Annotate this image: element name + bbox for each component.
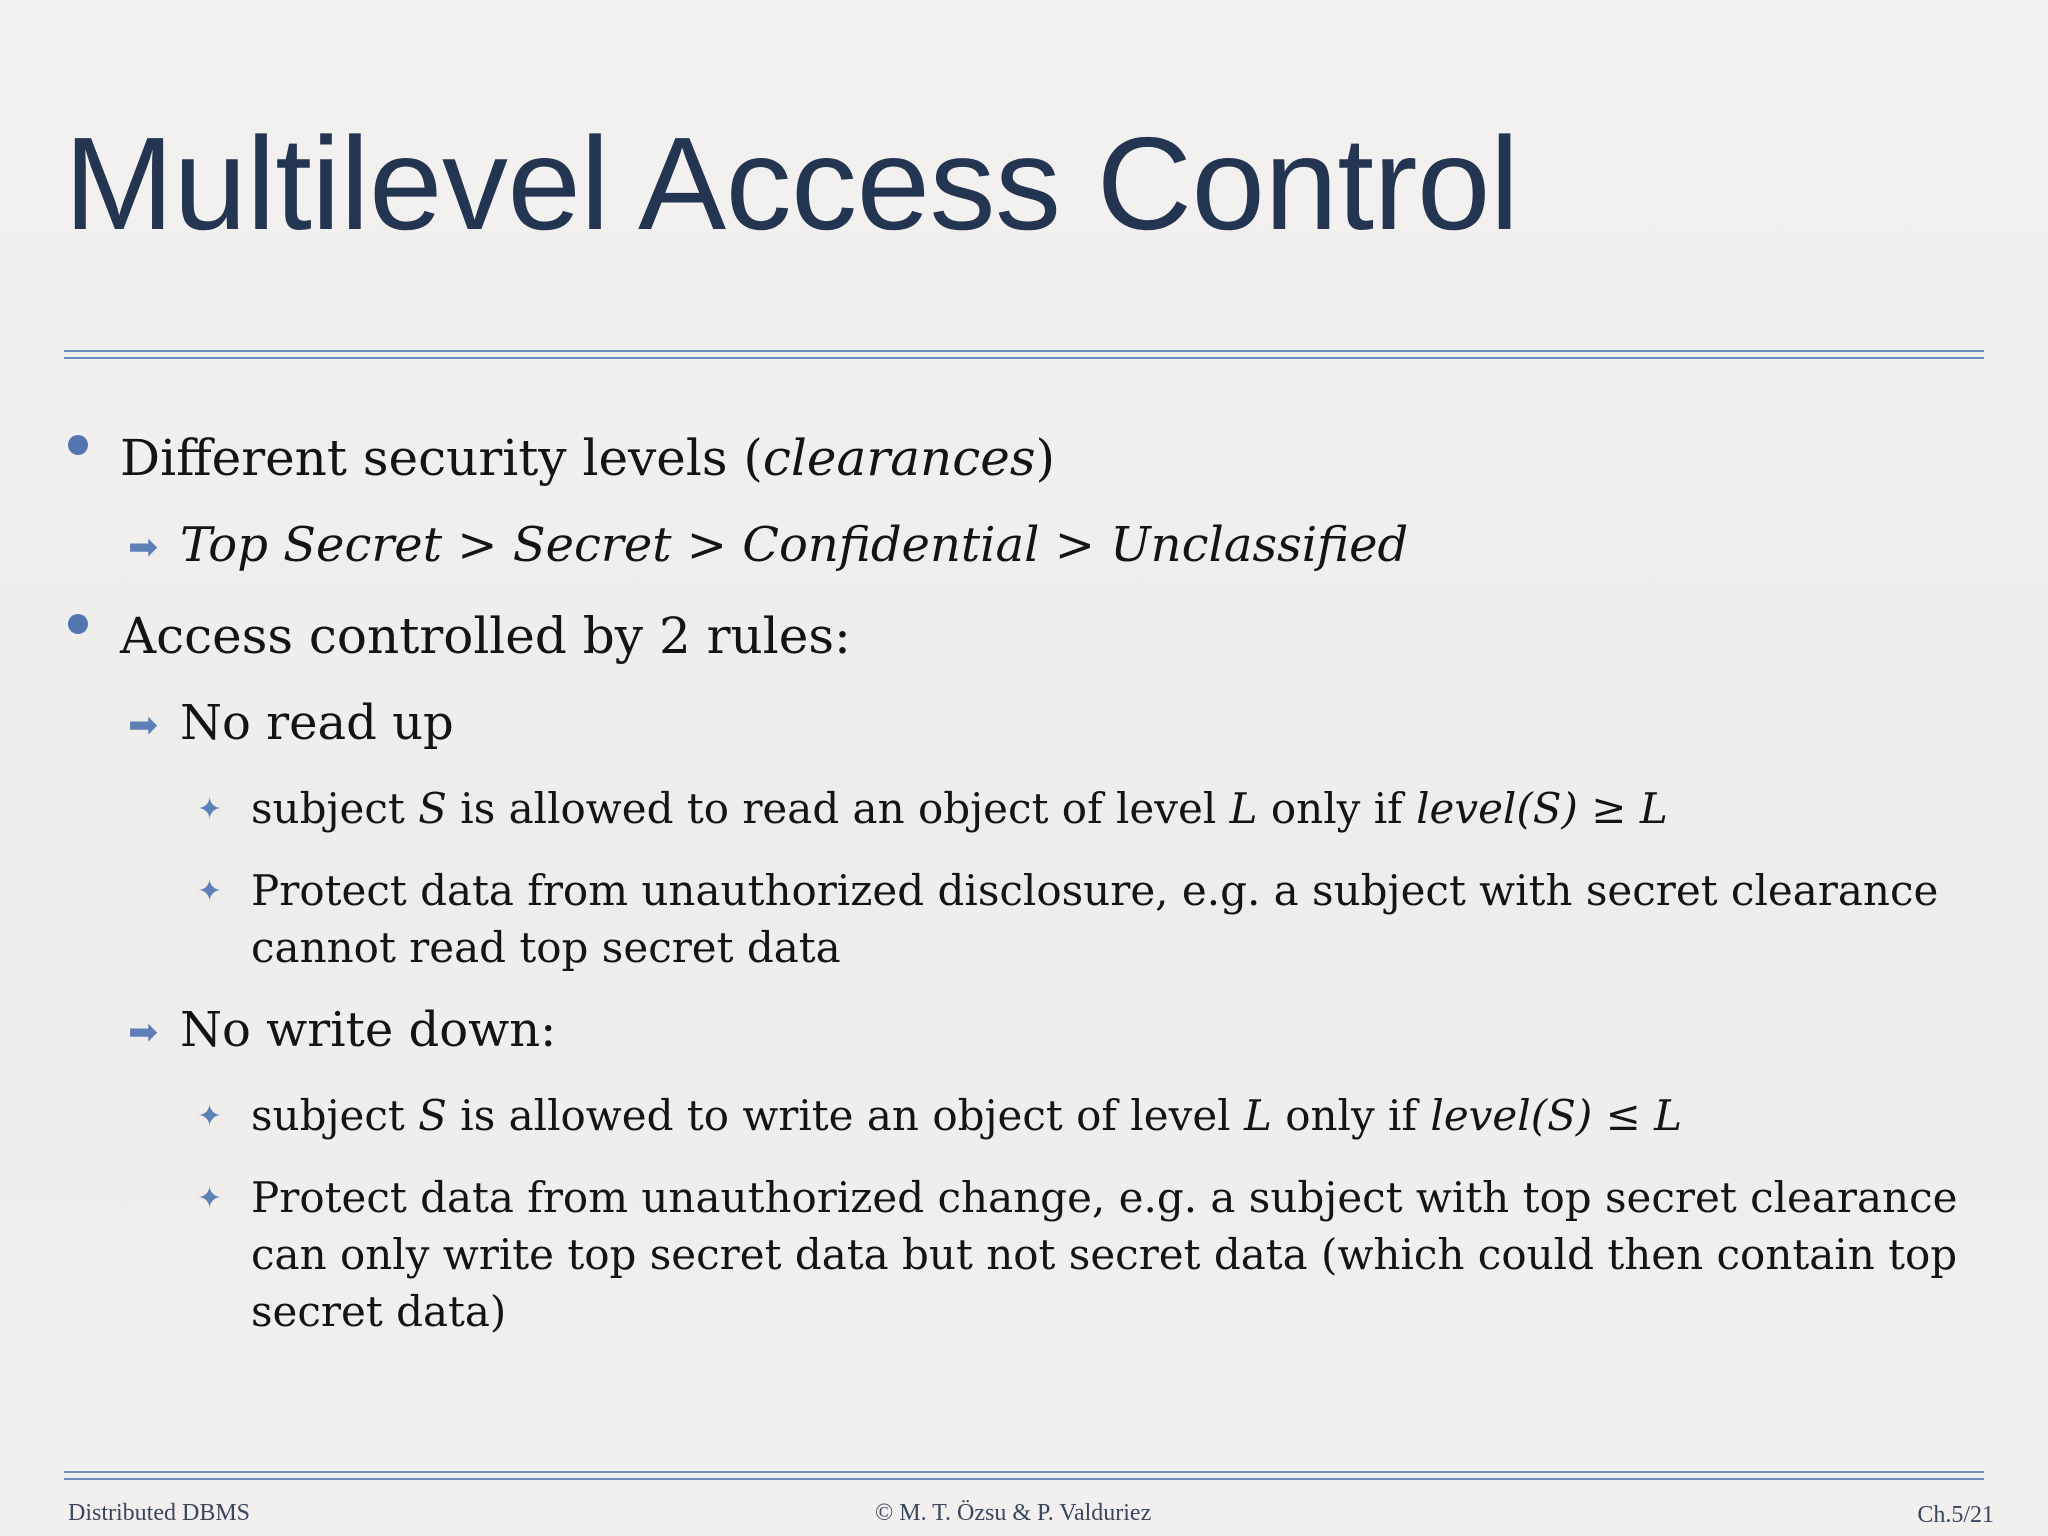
slide-title: Multilevel Access Control <box>64 110 1519 257</box>
level-separator: > <box>671 517 743 573</box>
bullet-levels-order <box>180 516 1408 574</box>
bullet-access-rules: Access controlled by 2 rules: <box>120 607 851 665</box>
rule-write-explanation: Protect data from unauthorized change, e.g. a subject with top secret clearance can only write top secret data but not secret data (which could then contain top secret data) <box>251 1173 1958 1336</box>
four-point-star-icon: ✦ <box>197 874 223 909</box>
level-secret: Secret <box>512 517 672 573</box>
level-confidential: Confidential <box>742 517 1040 573</box>
footer-divider-top <box>64 1471 1984 1473</box>
arrow-right-icon: ➡ <box>128 705 159 746</box>
arrow-right-icon: ➡ <box>128 527 159 568</box>
bullet-text-end: ) <box>1035 429 1055 487</box>
four-point-star-icon: ✦ <box>197 792 223 827</box>
footer-copyright: © M. T. Özsu & P. Valduriez <box>875 1500 1152 1526</box>
bullet-dot-icon <box>68 435 88 455</box>
var-s: S <box>418 1091 447 1140</box>
rule-read-explanation: Protect data from unauthorized disclosure, e.g. a subject with secret clearance cannot read top secret data <box>251 866 1939 972</box>
title-divider-bottom <box>64 357 1984 359</box>
var-l: L <box>1229 784 1258 833</box>
var-s: S <box>418 784 447 833</box>
level-unclassified: Unclassified <box>1110 517 1409 573</box>
rule-no-read-up: No read up <box>180 695 454 751</box>
footer-course: Distributed DBMS <box>68 1500 251 1526</box>
arrow-right-icon: ➡ <box>128 1012 159 1053</box>
var-l: L <box>1639 784 1668 833</box>
rule-write-condition <box>251 1087 1682 1144</box>
text-segment: subject <box>251 1091 419 1140</box>
text-segment: is allowed to read an object of level <box>446 784 1230 833</box>
var-l: L <box>1243 1091 1272 1140</box>
rule-no-write-down: No write down: <box>180 1002 557 1058</box>
text-segment: is allowed to write an object of level <box>446 1091 1244 1140</box>
four-point-star-icon: ✦ <box>197 1181 223 1216</box>
bullet-text: Different security levels ( <box>120 429 763 487</box>
bullet-emphasis: clearances <box>762 429 1036 487</box>
title-divider-top <box>64 350 1984 352</box>
text-segment: subject <box>251 784 419 833</box>
rule-read-condition <box>251 780 1668 837</box>
var-level-s: level(S) <box>1430 1091 1593 1140</box>
text-segment: only if <box>1271 1091 1431 1140</box>
bullet-dot-icon <box>68 614 88 634</box>
level-top-secret: Top Secret <box>180 517 442 573</box>
four-point-star-icon: ✦ <box>197 1099 223 1134</box>
operator: ≤ <box>1592 1091 1655 1140</box>
footer-page-number: Ch.5/21 <box>1917 1502 1994 1528</box>
footer-divider-bottom <box>64 1478 1984 1480</box>
var-l: L <box>1654 1091 1683 1140</box>
operator: ≥ <box>1577 784 1640 833</box>
level-separator: > <box>441 517 513 573</box>
var-level-s: level(S) <box>1416 784 1578 833</box>
text-segment: only if <box>1257 784 1417 833</box>
bullet-security-levels <box>120 428 1055 488</box>
level-separator: > <box>1039 517 1111 573</box>
